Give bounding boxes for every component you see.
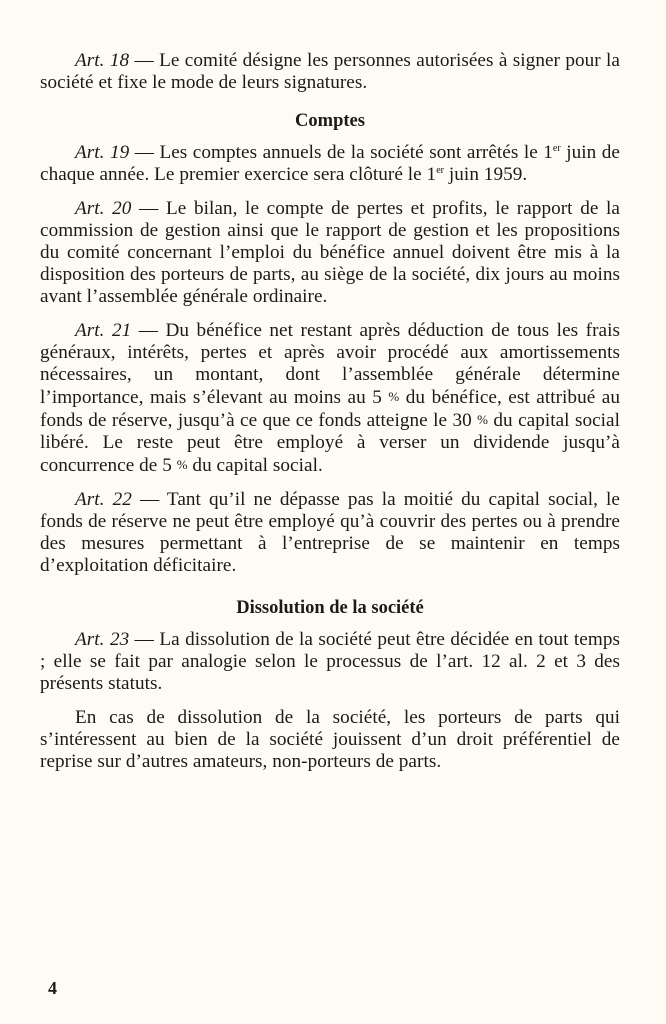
article-body: du capital social. bbox=[187, 455, 323, 476]
article-reference: Art. 20 bbox=[75, 198, 132, 219]
article-23 bbox=[40, 629, 620, 695]
article-reference: Art. 18 bbox=[75, 50, 130, 71]
superscript: er bbox=[552, 143, 561, 154]
closing-paragraph: En cas de dissolution de la société, les porteurs de parts qui s’intéressent au bien de la société jouissent d’un droit préférentiel de reprise sur d’autres amateurs, non-porteurs de parts. bbox=[40, 707, 620, 772]
percent-sign: % bbox=[388, 389, 400, 404]
article-body: — Le bilan, le compte de pertes et profits, le rapport de la commission de gestion ainsi que le rapport de gestion et les propositions du comité concernant l’emploi du bénéfice annuel doivent être mis à la disposition des porteurs de parts, au siège de la société, dix jours au moins avant l’assemblée générale ordinaire. bbox=[40, 198, 620, 307]
article-body: juin de chaque année. Le premier exercice sera clôturé le 1 bbox=[40, 142, 620, 185]
section-heading-comptes: Comptes bbox=[295, 111, 365, 131]
article-body: — Le comité désigne les personnes autorisées à signer pour la société et fixe le mode de leurs signatures. bbox=[40, 50, 620, 93]
article-20 bbox=[40, 198, 620, 308]
article-22 bbox=[40, 489, 620, 577]
document-page bbox=[40, 50, 620, 773]
article-21 bbox=[40, 320, 620, 477]
article-body: — Tant qu’il ne dépasse pas la moitié du capital social, le fonds de réserve ne peut être employé qu’à couvrir des pertes ou à prendre des mesures permettant à l’entreprise de se maintenir en temps d’exploitation déficitaire. bbox=[40, 489, 620, 576]
article-reference: Art. 21 bbox=[75, 320, 132, 341]
article-body: du bénéfice, est attribué au fonds de réserve, jusqu’à ce que ce fonds atteigne le 30 bbox=[40, 387, 620, 431]
article-body: juin 1959. bbox=[444, 164, 528, 185]
article-body: — Du bénéfice net restant après déduction de tous les frais généraux, intérêts, pertes et après avoir procédé aux amortissements nécessaires, un montant, dont l’assemblée générale détermine l’importance, mais s’élevant au moins au 5 bbox=[40, 320, 620, 408]
section-heading-dissolution: Dissolution de la société bbox=[236, 598, 424, 618]
article-body: du capital social libéré. Le reste peut être employé à verser un dividende jusqu’à concurrence de 5 bbox=[40, 410, 620, 476]
article-reference: Art. 23 bbox=[75, 629, 130, 650]
page-number: 4 bbox=[48, 978, 57, 998]
percent-sign: % bbox=[477, 412, 489, 427]
article-18 bbox=[40, 50, 620, 94]
percent-sign: % bbox=[176, 457, 188, 472]
superscript: er bbox=[436, 165, 445, 176]
article-reference: Art. 19 bbox=[75, 142, 130, 163]
article-body: — La dissolution de la société peut être décidée en tout temps ; elle se fait par analogie selon le processus de l’art. 12 al. 2 et 3 des présents statuts. bbox=[40, 629, 620, 694]
article-19 bbox=[40, 142, 620, 186]
article-reference: Art. 22 bbox=[75, 489, 132, 510]
article-body: — Les comptes annuels de la société sont arrêtés le 1 bbox=[129, 142, 553, 163]
